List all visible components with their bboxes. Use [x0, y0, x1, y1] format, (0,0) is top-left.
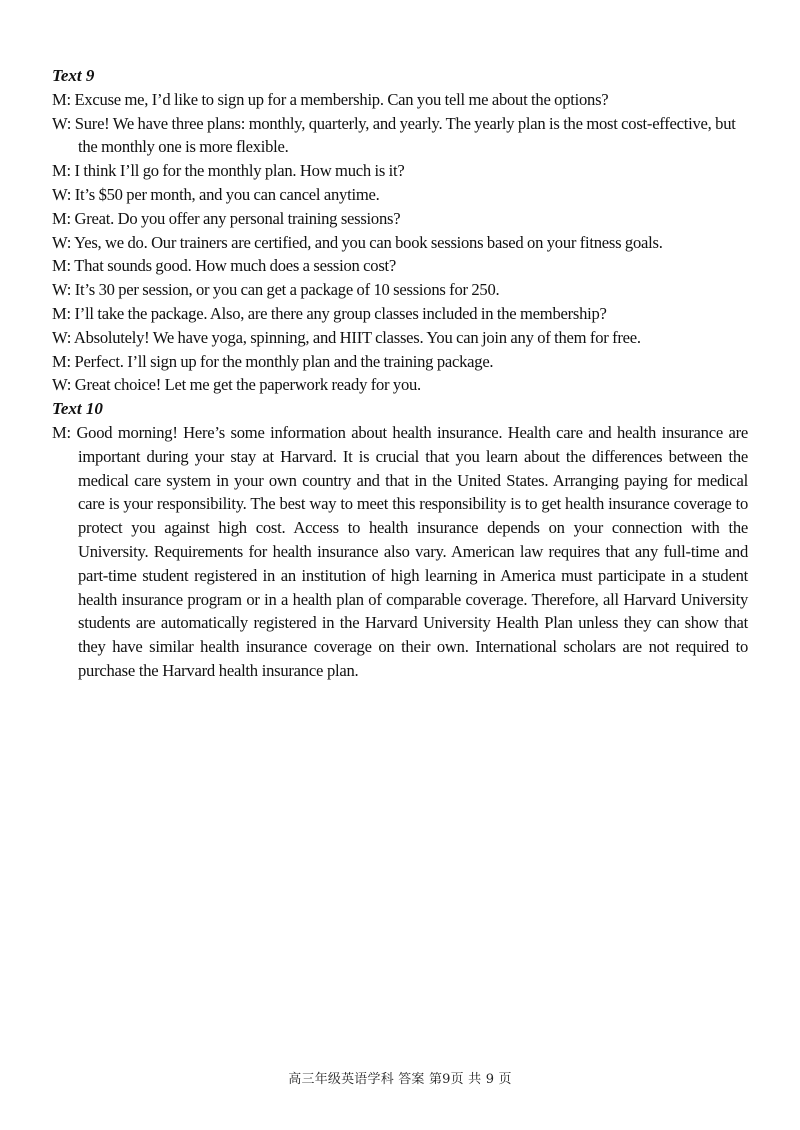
speaker-label: W:	[52, 184, 72, 204]
section-text-9	[52, 64, 748, 397]
speaker-label: M:	[52, 89, 71, 109]
section-heading: Text 9	[52, 66, 95, 85]
monologue-paragraph	[52, 421, 748, 683]
line-text: I think I’ll go for the monthly plan. How much is it?	[74, 161, 405, 181]
line-text: I’ll take the package. Also, are there any group classes included in the membership?	[74, 303, 607, 323]
line-text: Excuse me, I’d like to sign up for a membership. Can you tell me about the options?	[74, 89, 609, 109]
speaker-label: M:	[52, 303, 71, 323]
page-footer: 高三年级英语学科 答案 第9页 共 9 页	[288, 1072, 512, 1087]
line-text: Great. Do you offer any personal training sessions?	[74, 208, 401, 228]
dialogue-line	[52, 326, 748, 350]
line-text: Great choice! Let me get the paperwork ready for you.	[74, 375, 421, 395]
speaker-label: M:	[52, 161, 71, 181]
dialogue-line	[52, 207, 748, 231]
dialogue-line	[52, 159, 748, 183]
section-heading: Text 10	[52, 399, 103, 419]
dialogue-line	[52, 112, 748, 160]
dialogue-line	[52, 183, 748, 207]
speaker-label: W:	[52, 375, 72, 395]
speaker-label: W:	[52, 327, 72, 347]
speaker-label: M:	[52, 422, 71, 442]
speaker-label: W:	[52, 280, 72, 300]
line-text: Absolutely! We have yoga, spinning, and HIIT classes. You can join any of them for free.	[73, 327, 641, 347]
line-text: Sure! We have three plans: monthly, quarterly, and yearly. The yearly plan is the most cost-effective, but the monthly one is more flexible.	[74, 113, 736, 157]
line-text: It’s 30 per session, or you can get a package of 10 sessions for 250.	[74, 280, 500, 300]
document-page	[52, 64, 748, 683]
speaker-label: M:	[52, 256, 71, 276]
line-text: Yes, we do. Our trainers are certified, and you can book sessions based on your fitness goals.	[74, 232, 663, 252]
dialogue-line	[52, 88, 748, 112]
speaker-label: W:	[52, 232, 72, 252]
dialogue-line	[52, 278, 748, 302]
dialogue-line	[52, 350, 748, 374]
line-text: It’s $50 per month, and you can cancel anytime.	[74, 184, 380, 204]
speaker-label: W:	[52, 113, 72, 133]
speaker-label: M:	[52, 208, 71, 228]
dialogue-line	[52, 302, 748, 326]
dialogue-line	[52, 231, 748, 255]
line-text: Good morning! Here’s some information about health insurance. Health care and health insurance are important during your stay at Harvard. It is crucial that you learn about the differences between the medical care system in your own country and that in the United States. Arranging paying for medical care is your responsibility. The best way to meet this responsibility is to get health insurance coverage to protect you against high cost. Access to health insurance depends on your connection with the University. Requirements for health insurance also vary. American law requires that any full-time and part-time student registered in an institution of high learning in America must participate in a student health insurance program or in a health plan of comparable coverage. Therefore, all Harvard University students are automatically registered in the Harvard University Health Plan unless they can show that they have similar health insurance coverage on their own. International scholars are not required to purchase the Harvard health insurance plan.	[76, 422, 748, 680]
speaker-label: M:	[52, 351, 71, 371]
dialogue-line	[52, 254, 748, 278]
line-text: That sounds good. How much does a session cost?	[74, 256, 397, 276]
section-text-10	[52, 397, 748, 683]
dialogue-line	[52, 373, 748, 397]
line-text: Perfect. I’ll sign up for the monthly plan and the training package.	[74, 351, 494, 371]
